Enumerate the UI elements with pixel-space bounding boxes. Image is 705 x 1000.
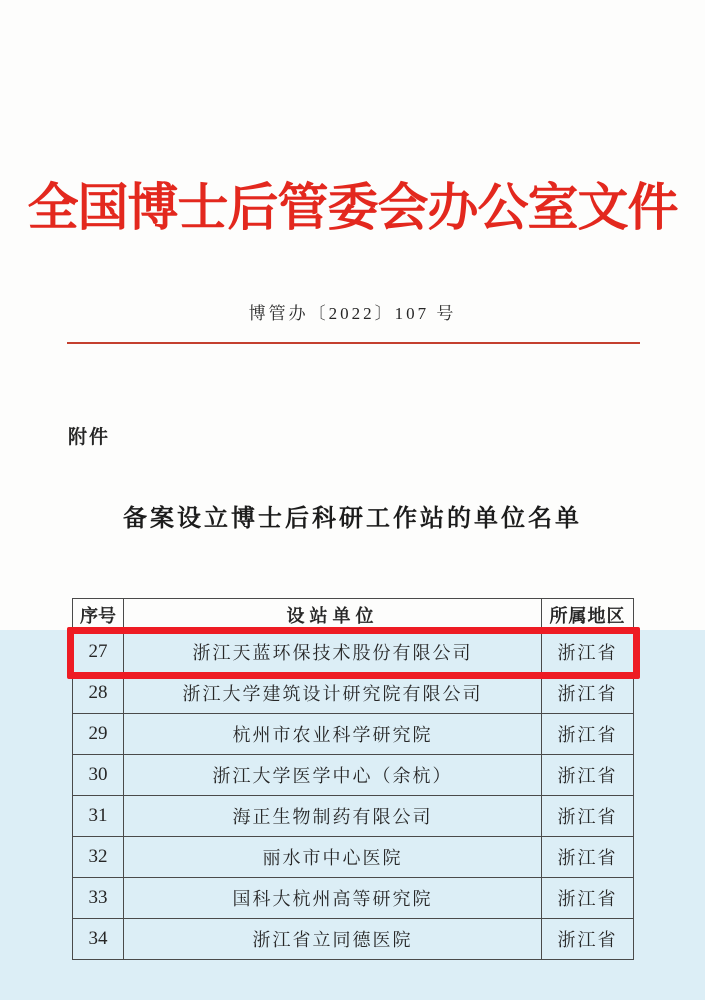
cell-station-unit: 国科大杭州高等研究院 bbox=[124, 878, 542, 919]
table-row-highlighted bbox=[73, 632, 634, 673]
cell-serial-number: 27 bbox=[73, 632, 124, 673]
red-divider-line bbox=[67, 342, 640, 344]
header-station-unit: 设站单位 bbox=[124, 599, 542, 632]
cell-station-unit: 浙江省立同德医院 bbox=[124, 919, 542, 960]
cell-serial-number: 34 bbox=[73, 919, 124, 960]
table-row bbox=[73, 919, 634, 960]
attachment-label: 附件 bbox=[68, 427, 111, 448]
cell-station-unit: 浙江大学医学中心（余杭） bbox=[124, 755, 542, 796]
cell-region: 浙江省 bbox=[542, 755, 634, 796]
cell-station-unit: 杭州市农业科学研究院 bbox=[124, 714, 542, 755]
cell-region: 浙江省 bbox=[542, 837, 634, 878]
table-row bbox=[73, 837, 634, 878]
cell-station-unit: 浙江大学建筑设计研究院有限公司 bbox=[124, 673, 542, 714]
cell-region: 浙江省 bbox=[542, 632, 634, 673]
cell-serial-number: 31 bbox=[73, 796, 124, 837]
cell-station-unit: 海正生物制药有限公司 bbox=[124, 796, 542, 837]
cell-region: 浙江省 bbox=[542, 878, 634, 919]
header-serial-number: 序号 bbox=[73, 599, 124, 632]
cell-region: 浙江省 bbox=[542, 796, 634, 837]
cell-region: 浙江省 bbox=[542, 919, 634, 960]
table-row bbox=[73, 755, 634, 796]
header-region: 所属地区 bbox=[542, 599, 634, 632]
cell-serial-number: 29 bbox=[73, 714, 124, 755]
document-title: 全国博士后管委会办公室文件 bbox=[27, 181, 678, 237]
table-row bbox=[73, 714, 634, 755]
cell-region: 浙江省 bbox=[542, 673, 634, 714]
table-row bbox=[73, 673, 634, 714]
cell-serial-number: 28 bbox=[73, 673, 124, 714]
table-row bbox=[73, 878, 634, 919]
table-title: 备案设立博士后科研工作站的单位名单 bbox=[123, 506, 582, 532]
cell-serial-number: 33 bbox=[73, 878, 124, 919]
table-header-row bbox=[73, 599, 634, 632]
cell-serial-number: 32 bbox=[73, 837, 124, 878]
units-table bbox=[72, 598, 634, 960]
cell-station-unit: 浙江天蓝环保技术股份有限公司 bbox=[124, 632, 542, 673]
table-row bbox=[73, 796, 634, 837]
cell-station-unit: 丽水市中心医院 bbox=[124, 837, 542, 878]
table-body bbox=[73, 632, 634, 960]
document-number: 博管办〔2022〕107 号 bbox=[248, 304, 457, 323]
cell-serial-number: 30 bbox=[73, 755, 124, 796]
cell-region: 浙江省 bbox=[542, 714, 634, 755]
